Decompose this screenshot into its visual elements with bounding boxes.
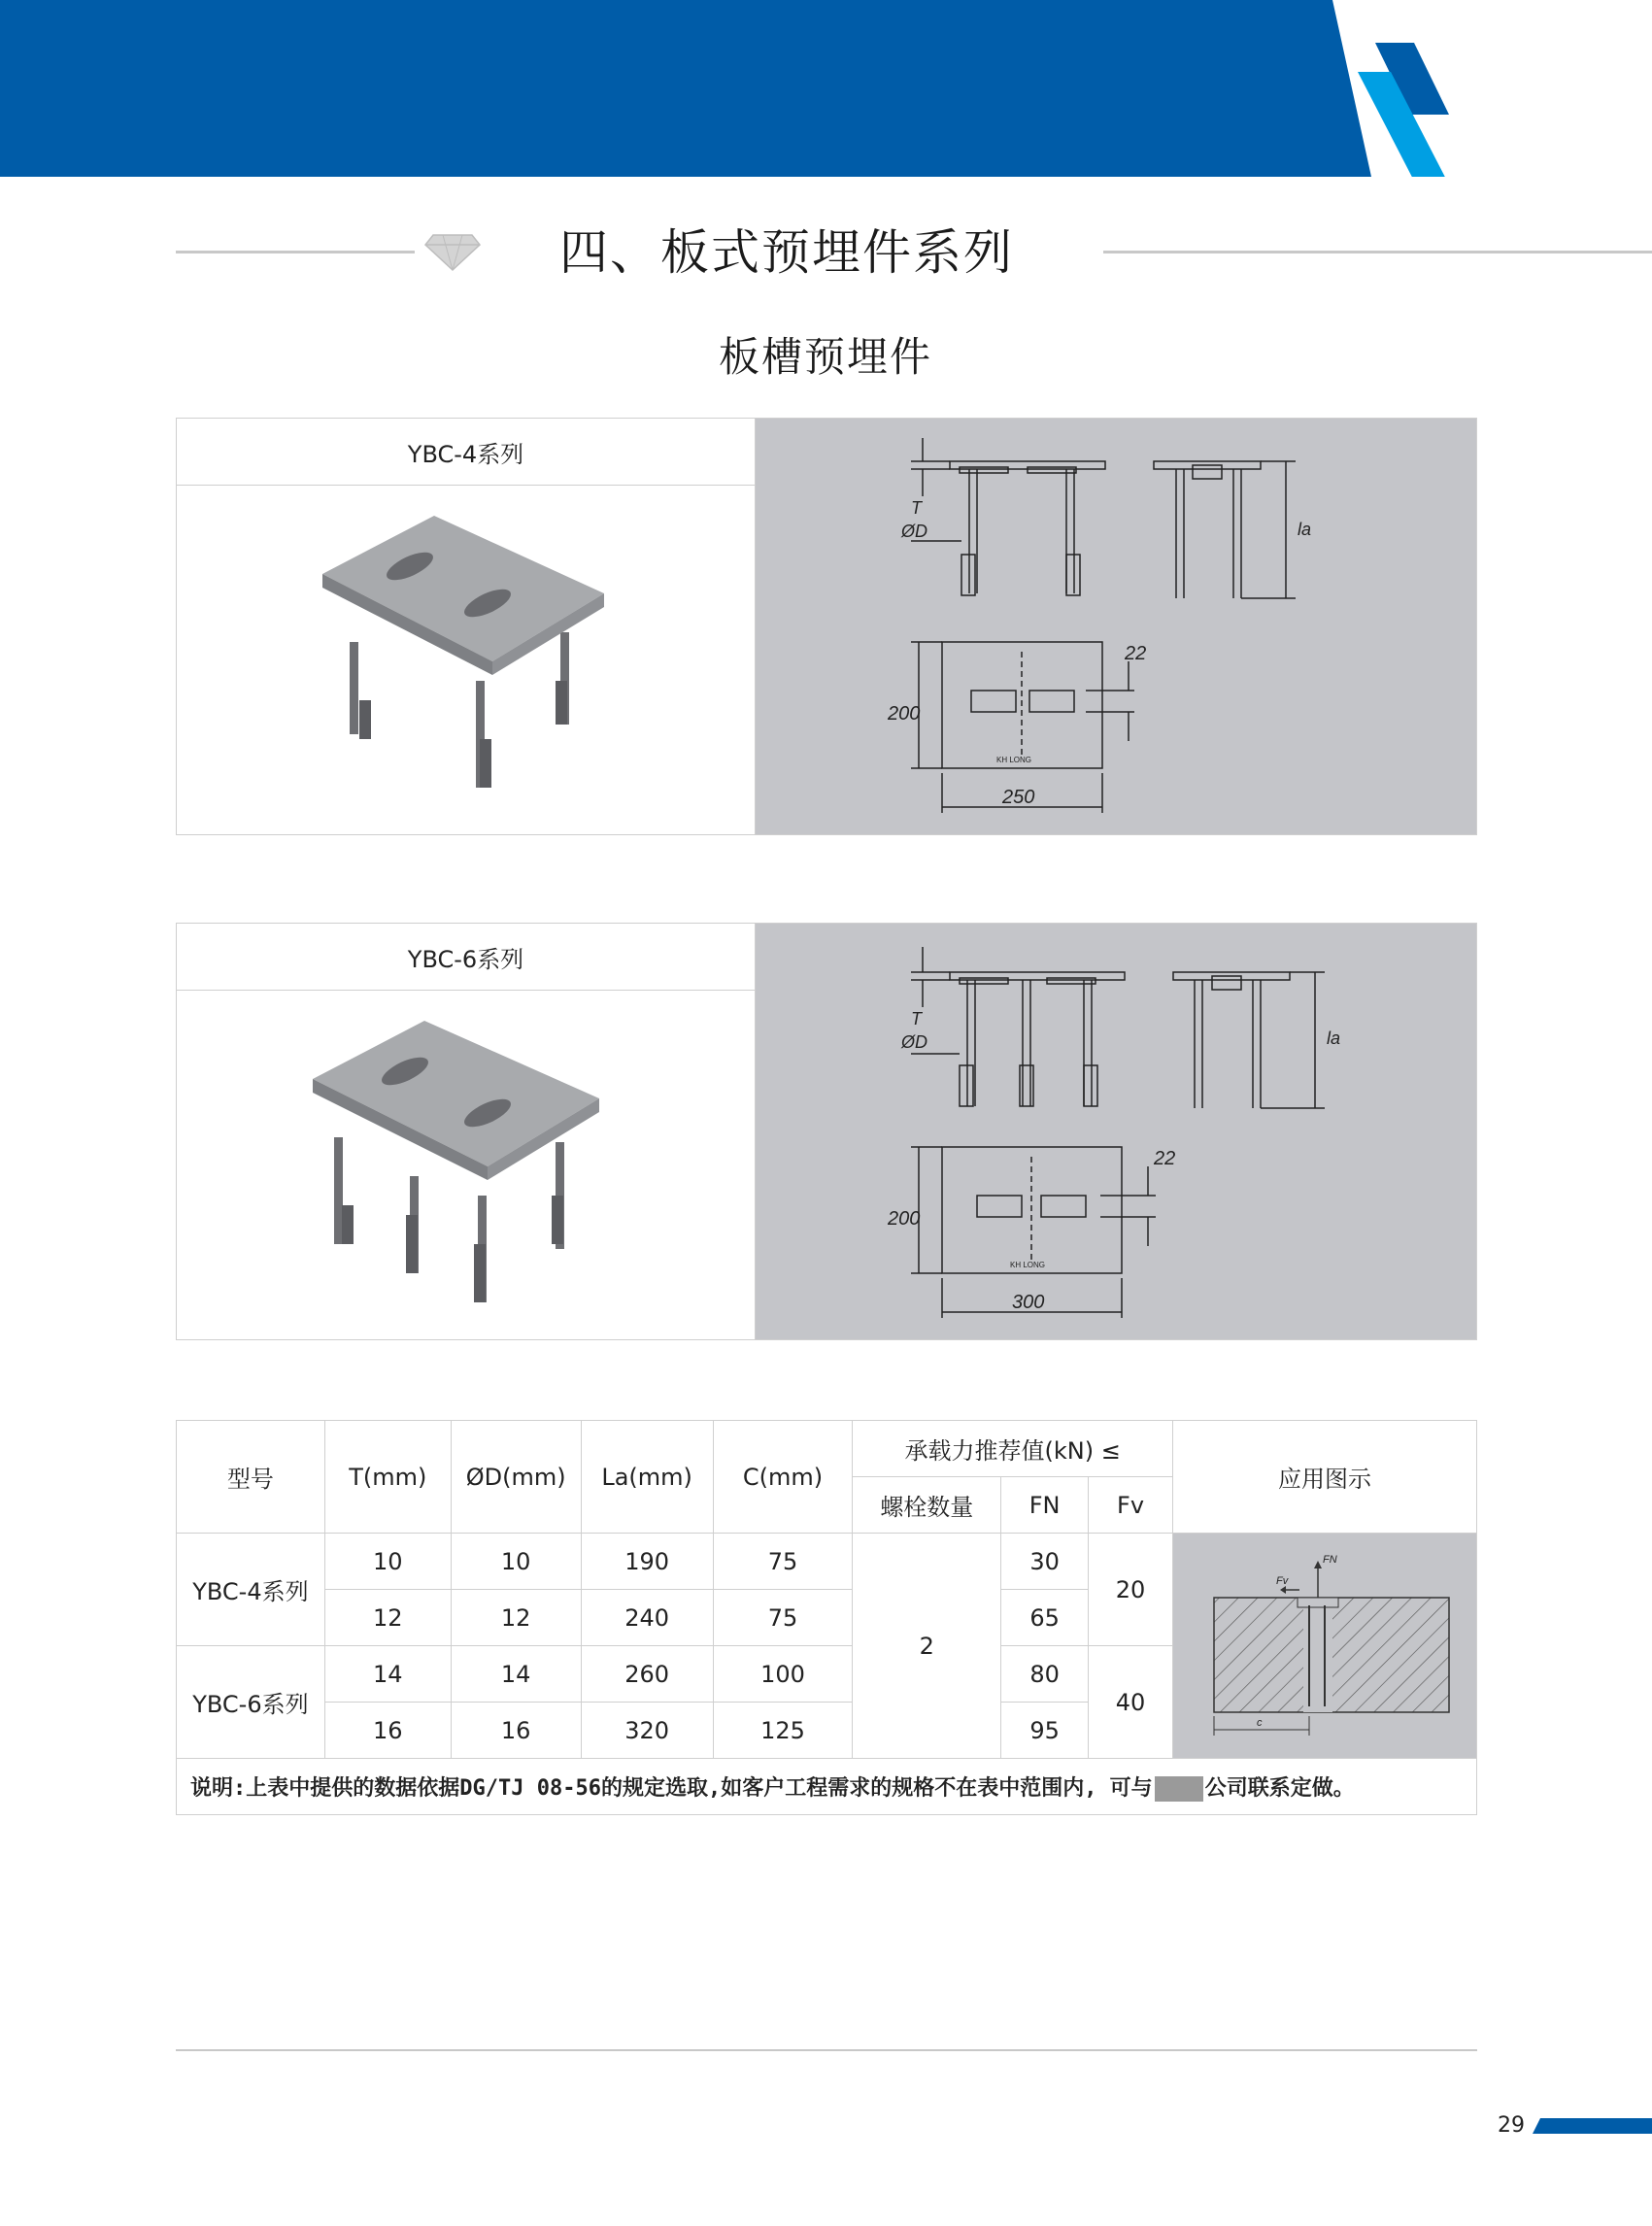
dim-slot: 22	[1125, 643, 1147, 664]
header-c: C(mm)	[713, 1421, 853, 1534]
dim-width: 200	[888, 1208, 921, 1230]
cell-t: 14	[324, 1646, 451, 1703]
spec-table	[176, 1420, 1477, 1815]
dim-length: la	[1327, 1029, 1341, 1048]
dim-thickness: T	[911, 1009, 922, 1029]
table-note	[177, 1759, 1477, 1815]
diagram-c-label: c	[1256, 1716, 1263, 1729]
cell-t: 16	[324, 1703, 451, 1759]
dim-length: la	[1298, 520, 1312, 539]
series-label: YBC-4系列	[177, 419, 755, 486]
section-title: 四、板式预埋件系列	[559, 224, 1014, 281]
header-fn: FN	[1001, 1477, 1089, 1534]
cell-fn: 80	[1001, 1646, 1089, 1703]
cell-d: 14	[451, 1646, 581, 1703]
cell-la: 260	[581, 1646, 713, 1703]
product-image-area	[177, 924, 756, 1339]
row-model: YBC-4系列	[177, 1534, 325, 1646]
cell-t: 10	[324, 1534, 451, 1590]
application-diagram	[1172, 1534, 1476, 1759]
cell-d: 12	[451, 1590, 581, 1646]
cell-c: 100	[713, 1646, 853, 1703]
row-model: YBC-6系列	[177, 1646, 325, 1759]
header-bolts: 螺栓数量	[853, 1477, 1001, 1534]
dim-diameter: ØD	[901, 1032, 927, 1052]
plate-mark: KH LONG	[1010, 1261, 1046, 1269]
dim-diameter: ØD	[901, 522, 927, 541]
footer-accent-bar	[1533, 2118, 1652, 2134]
header-fv: Fv	[1089, 1477, 1173, 1534]
application-diagram-image	[1179, 1541, 1470, 1745]
diagram-fn-label: FN	[1322, 1553, 1337, 1566]
cell-t: 12	[324, 1590, 451, 1646]
page-number: 29	[1498, 2113, 1525, 2138]
diagram-fv-label: Fv	[1275, 1574, 1289, 1587]
embed-plate-3d-image	[313, 1021, 614, 1312]
header-diagram: 应用图示	[1172, 1421, 1476, 1534]
header-load-group: 承载力推荐值(kN) ≤	[853, 1421, 1173, 1477]
dim-thickness: T	[911, 498, 922, 518]
product-image-area	[177, 419, 756, 834]
cell-c: 125	[713, 1703, 853, 1759]
cell-la: 240	[581, 1590, 713, 1646]
redacted-company-name	[1155, 1776, 1203, 1802]
table-row	[177, 1534, 1477, 1590]
series-label: YBC-6系列	[177, 924, 755, 991]
title-rule-left	[176, 251, 415, 253]
cell-fv: 20	[1089, 1534, 1173, 1646]
technical-drawing-area	[756, 419, 1476, 834]
cell-fv: 40	[1089, 1646, 1173, 1759]
header-la: La(mm)	[581, 1421, 713, 1534]
product-panel-ybc6	[176, 923, 1477, 1340]
note-text-before: 说明:上表中提供的数据依据DG/TJ 08-56的规定选取,如客户工程需求的规格不在表中范围内, 可与	[190, 1776, 1153, 1801]
header-model: 型号	[177, 1421, 325, 1534]
dim-plate-length: 250	[1002, 787, 1035, 808]
header-t: T(mm)	[324, 1421, 451, 1534]
footer-rule	[176, 2049, 1477, 2051]
cell-fn: 95	[1001, 1703, 1089, 1759]
cell-bolts: 2	[853, 1534, 1001, 1759]
header-banner	[0, 0, 1652, 177]
header-d: ØD(mm)	[451, 1421, 581, 1534]
cell-fn: 30	[1001, 1534, 1089, 1590]
cell-la: 320	[581, 1703, 713, 1759]
plate-mark: KH LONG	[996, 756, 1032, 764]
technical-drawing-area	[756, 924, 1476, 1339]
cell-la: 190	[581, 1534, 713, 1590]
title-rule-right	[1103, 251, 1652, 253]
diamond-icon	[423, 231, 482, 272]
cell-fn: 65	[1001, 1590, 1089, 1646]
cell-d: 10	[451, 1534, 581, 1590]
note-text-after: 公司联系定做。	[1204, 1776, 1355, 1801]
product-panel-ybc4	[176, 418, 1477, 835]
dim-slot: 22	[1154, 1148, 1176, 1169]
dim-plate-length: 300	[1012, 1292, 1045, 1313]
subtitle: 板槽预埋件	[718, 333, 932, 381]
cell-c: 75	[713, 1534, 853, 1590]
embed-plate-3d-image	[322, 516, 614, 797]
cell-d: 16	[451, 1703, 581, 1759]
dim-width: 200	[888, 703, 921, 725]
cell-c: 75	[713, 1590, 853, 1646]
